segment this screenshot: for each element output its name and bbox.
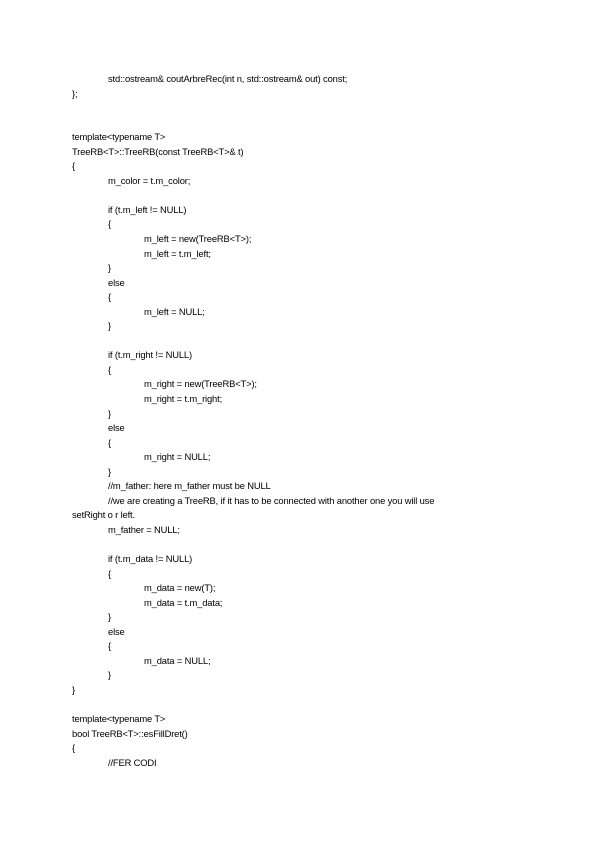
code-line: std::ostream& coutArbreRec(int n, std::ostream& out) const; [108,73,348,84]
code-line: { [108,363,111,375]
code-line: else [108,625,125,637]
code-line: } [108,611,111,623]
code-line: m_right = NULL; [144,451,211,463]
code-line: m_data = t.m_data; [144,596,223,608]
code-line: m_data = NULL; [144,654,211,666]
code-line: } [108,465,111,477]
code-line: m_father = NULL; [108,523,180,535]
code-line: m_right = t.m_right; [144,393,223,405]
code-block [72,72,542,770]
code-line: //FER CODI [108,756,157,768]
code-line [72,188,542,203]
code-line: m_color = t.m_color; [108,174,191,186]
code-line: m_left = new(TreeRB<T>); [144,233,252,245]
code-line: //we are creating a TreeRB, if it has to be connected with another one you will use [108,494,435,506]
code-line: if (t.m_data != NULL) [108,553,193,565]
code-line: } [108,262,111,274]
code-line: { [108,436,111,448]
code-line: m_left = t.m_left; [144,247,211,259]
code-line: bool TreeRB<T>::esFillDret() [72,727,188,739]
code-line [72,101,542,116]
code-line: if (t.m_left != NULL) [108,203,187,215]
code-line: m_left = NULL; [144,305,205,317]
code-line: { [72,742,75,754]
code-line: template<typename T> [72,713,166,725]
code-line: if (t.m_right != NULL) [108,349,192,361]
code-line: } [108,407,111,419]
code-line: { [108,291,111,303]
code-line [72,334,542,349]
code-line: } [108,669,111,681]
code-line: } [72,683,75,695]
code-line: }; [72,87,78,99]
code-line: TreeRB<T>::TreeRB(const TreeRB<T>& t) [72,145,244,157]
code-line: m_right = new(TreeRB<T>); [144,378,257,390]
code-line [72,698,542,713]
code-line: m_data = new(T); [144,582,216,594]
code-line: else [108,422,125,434]
code-line: { [108,218,111,230]
code-line: } [108,320,111,332]
code-line [72,538,542,553]
code-line: setRight o r left. [72,509,135,521]
code-line: { [108,640,111,652]
code-line: { [108,567,111,579]
code-line: { [72,160,75,172]
code-line: template<typename T> [72,131,166,143]
code-line [72,116,542,131]
code-line: //m_father: here m_father must be NULL [108,480,271,492]
code-line: else [108,276,125,288]
